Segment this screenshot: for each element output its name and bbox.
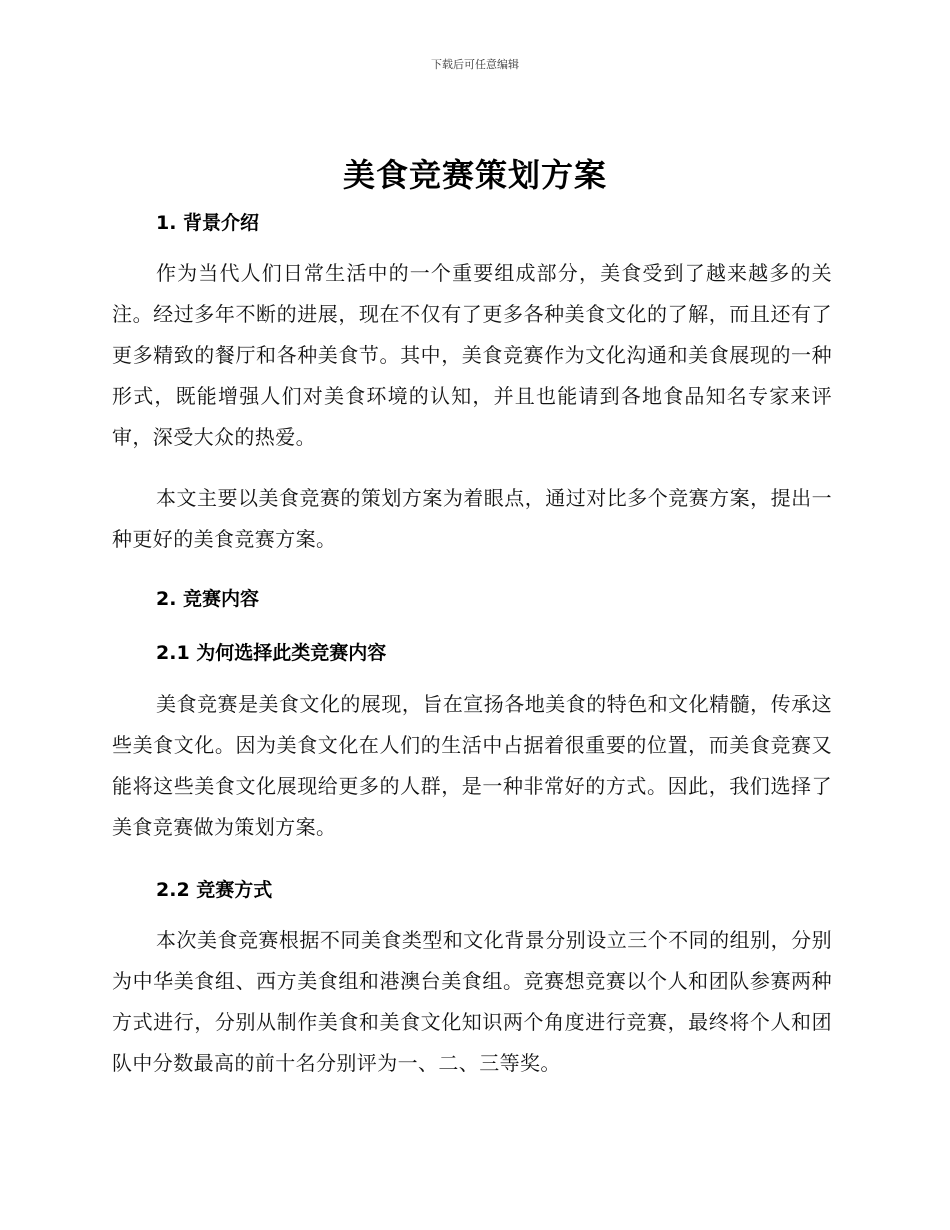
paragraph-text: 本次美食竞赛根据不同美食类型和文化背景分别设立三个不同的组别，分别为中华美食组、西方美食组和港澳台美食组。竞赛想竞赛以个人和团队参赛两种方式进行，分别从制作美食和美食文化知识两个角度进行竞赛，最终将个人和团队中分数最高的前十名分别评为一、二、三等奖。 <box>112 928 832 1075</box>
paragraph-text: 作为当代人们日常生活中的一个重要组成部分，美食受到了越来越多的关注。经过多年不断的进展，现在不仅有了更多各种美食文化的了解，而且还有了更多精致的餐厅和各种美食节。其中，美食竞赛作为文化沟通和美食展现的一种形式，既能增强人们对美食环境的认知，并且也能请到各地食品知名专家来评审，深受大众的热爱。 <box>112 261 832 449</box>
paragraph-why <box>112 684 832 848</box>
paragraph-background <box>112 253 832 458</box>
paragraph-format <box>112 920 832 1084</box>
paragraph-purpose <box>112 478 832 560</box>
paragraph-text: 美食竞赛是美食文化的展现，旨在宣扬各地美食的特色和文化精髓，传承这些美食文化。因为美食文化在人们的生活中占据着很重要的位置，而美食竞赛又能将这些美食文化展现给更多的人群，是一种非常好的方式。因此，我们选择了美食竞赛做为策划方案。 <box>112 692 832 839</box>
paragraph-text: 本文主要以美食竞赛的策划方案为着眼点，通过对比多个竞赛方案，提出一种更好的美食竞赛方案。 <box>112 486 832 551</box>
section-heading-content: 2. 竞赛内容 <box>156 588 260 610</box>
subsection-heading-format: 2.2 竞赛方式 <box>156 879 273 901</box>
document-title: 美食竞赛策划方案 <box>342 156 607 194</box>
section-heading-background: 1. 背景介绍 <box>156 212 260 234</box>
subsection-heading-why: 2.1 为何选择此类竞赛内容 <box>156 642 387 664</box>
page-header-note: 下载后可任意编辑 <box>431 58 519 71</box>
